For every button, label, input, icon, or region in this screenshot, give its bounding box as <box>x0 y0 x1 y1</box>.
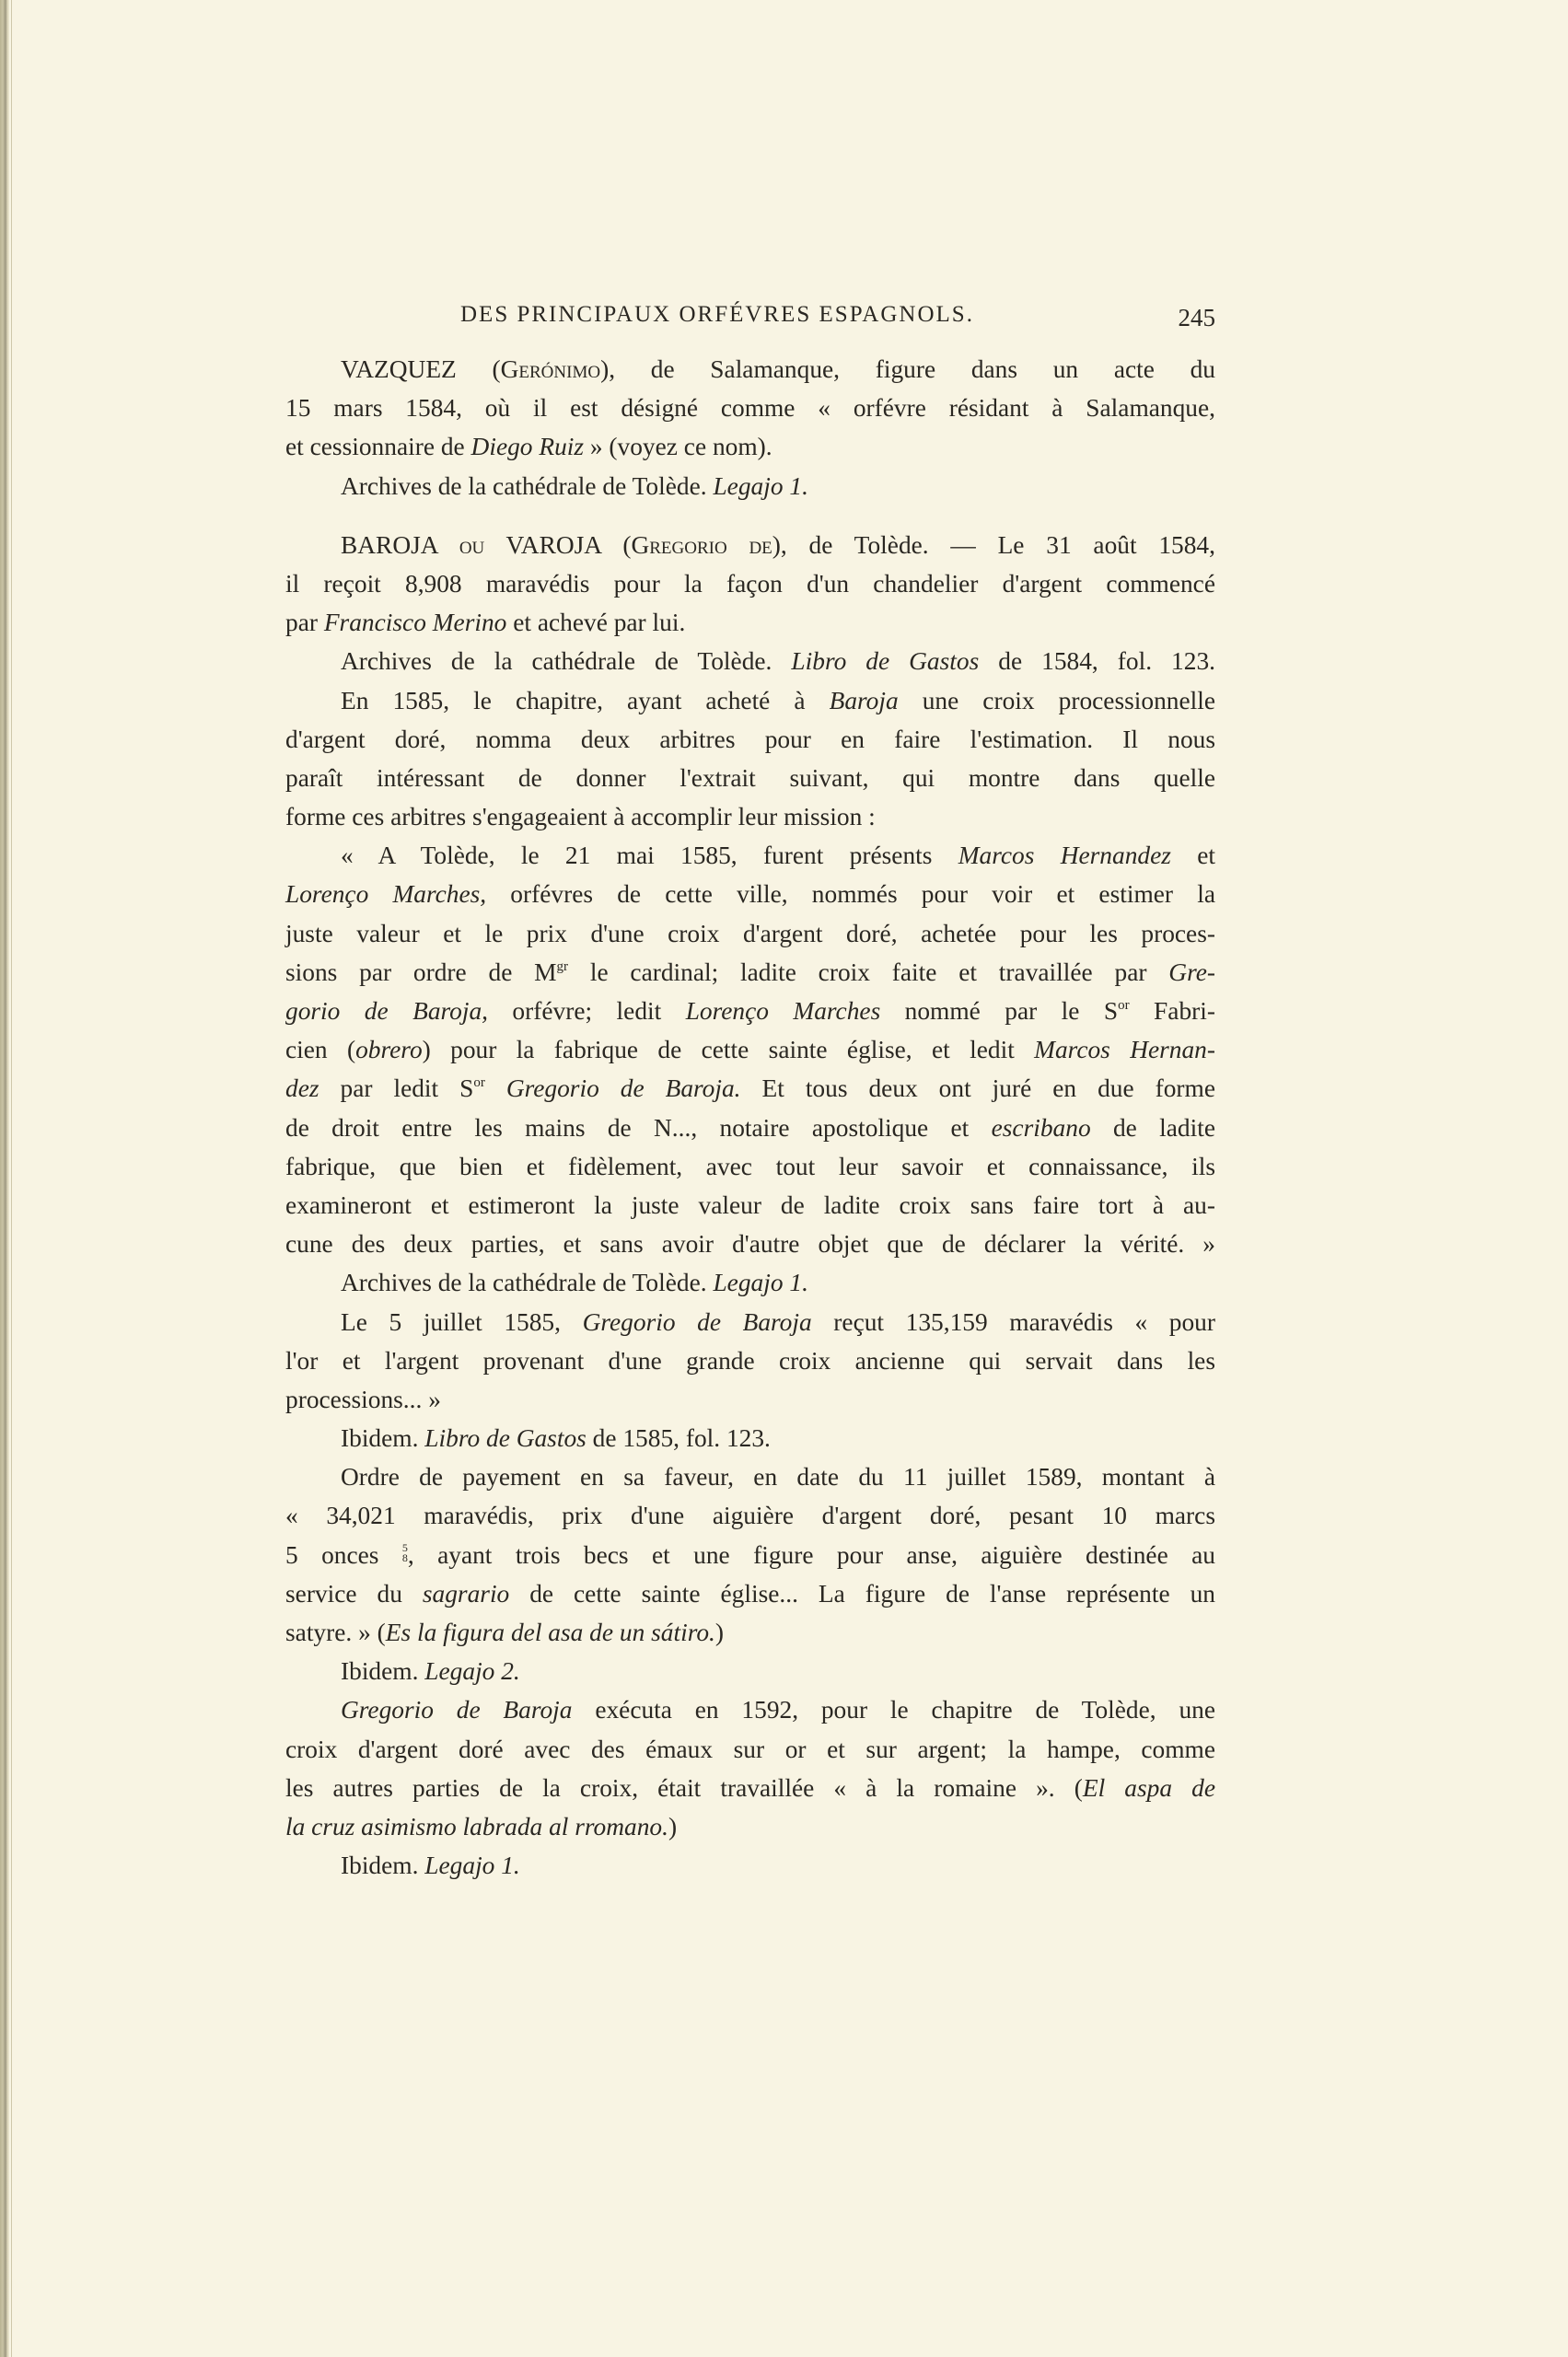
text-span: par ledit S <box>319 1074 474 1103</box>
fraction-numerator: 5 <box>401 1540 408 1554</box>
text-span: » (voyez ce nom). <box>584 433 772 461</box>
italic-quote: El aspa de <box>1082 1773 1215 1802</box>
text-line: cune des deux parties, et sans avoir d'autre objet que de déclarer la vérité. » <box>285 1230 1215 1259</box>
text-span: les autres parties de la croix, était travaillée « à la romaine ». ( <box>285 1773 1083 1802</box>
text-line: il reçoit 8,908 maravédis pour la façon d'un chandelier d'argent commencé <box>285 569 1215 598</box>
text-span: exécuta en 1592, pour le chapitre de Tolède, une <box>572 1696 1215 1724</box>
text-line <box>285 681 1215 720</box>
italic-name: Francisco Merino <box>323 609 507 637</box>
text-line <box>285 1030 1215 1069</box>
text-line <box>285 992 1215 1030</box>
text-line <box>285 1613 1215 1652</box>
text-line <box>285 1109 1215 1147</box>
text-line <box>285 1690 1215 1729</box>
text-span: Ibidem. <box>341 1657 425 1686</box>
entry-vazquez <box>285 350 1215 505</box>
text-span: Archives de la cathédrale de Tolède. <box>341 647 792 676</box>
text-line: VAZQUEZ (Gerónimo), de Salamanque, figure dans un acte du <box>341 355 1215 383</box>
text-span: de 1584, fol. 123. <box>979 647 1215 676</box>
text-span: et cessionnaire de <box>285 433 471 461</box>
text-span: 5 onces <box>285 1540 402 1569</box>
italic-name: Marcos Hernan- <box>1034 1036 1215 1064</box>
page-number: 245 <box>1178 304 1215 331</box>
text-span: ), de Salamanque, figure dans un acte du <box>600 355 1215 383</box>
superscript: or <box>1118 998 1130 1013</box>
text-line: Ordre de payement en sa faveur, en date du 11 juillet 1589, montant à <box>341 1463 1215 1492</box>
italic-name: Lorenço Marches <box>685 997 881 1025</box>
entry-baroja <box>285 526 1215 837</box>
page-binding-line <box>11 0 12 2357</box>
text-line <box>285 836 1215 875</box>
text-span: Le 5 juillet 1585, <box>341 1307 583 1336</box>
text-line <box>285 1807 1215 1846</box>
italic-reference: Legajo 1. <box>713 471 808 500</box>
text-span: et <box>1170 842 1215 870</box>
text-span: de droit entre les mains de N..., notaire apostolique et <box>285 1113 992 1142</box>
text-span: ) <box>668 1812 678 1840</box>
entry-name: BAROJA <box>341 530 459 559</box>
italic-term: sagrario <box>422 1579 510 1608</box>
superscript: gr <box>556 958 569 974</box>
italic-reference: Legajo 1. <box>424 1852 520 1880</box>
italic-name: dez <box>285 1074 319 1103</box>
text-span: par <box>285 609 324 637</box>
text-line: examineront et estimeront la juste valeur de ladite croix sans faire tort à au- <box>285 1190 1215 1219</box>
text-line: « 34,021 maravédis, prix d'une aiguière d'argent doré, pesant 10 marcs <box>285 1502 1215 1530</box>
text-span: nommé par le S <box>880 997 1119 1025</box>
text-line <box>285 603 1215 642</box>
superscript: or <box>473 1075 485 1091</box>
italic-quote: la cruz asimismo labrada al rromano. <box>285 1812 668 1840</box>
text-line <box>285 953 1215 992</box>
italic-name: Diego Ruiz <box>470 433 585 461</box>
text-line <box>285 427 1215 466</box>
text-span: En 1585, le chapitre, ayant acheté à <box>341 686 830 714</box>
italic-name: Gregorio de Baroja <box>341 1696 573 1724</box>
text-span: Ibidem. <box>341 1852 425 1880</box>
source-citation <box>285 467 1215 505</box>
text-line: fabrique, que bien et fidèlement, avec tout leur savoir et connaissance, ils <box>285 1152 1215 1180</box>
italic-quote: Es la figura del asa de un sátiro. <box>385 1619 715 1646</box>
italic-term: escribano <box>991 1113 1091 1142</box>
source-citation <box>285 642 1215 680</box>
payment-1585 <box>285 1303 1215 1458</box>
text-span: de 1585, fol. 123. <box>586 1424 771 1453</box>
text-line <box>285 1069 1215 1108</box>
text-line <box>285 875 1215 913</box>
text-span: le cardinal; ladite croix faite et travaillée par <box>568 958 1169 986</box>
text-span: service du <box>285 1579 423 1608</box>
source-citation <box>285 1846 1215 1885</box>
italic-reference: Legajo 2. <box>424 1657 520 1686</box>
text-line: 15 mars 1584, où il est désigné comme « orfévre résidant à Salamanque, <box>285 394 1215 423</box>
text-span: Fabri- <box>1129 997 1216 1025</box>
italic-name: Lorenço Marches, <box>285 880 487 909</box>
italic-name: Gre- <box>1168 958 1215 986</box>
cross-1592 <box>285 1690 1215 1885</box>
entry-separator <box>285 505 1215 526</box>
entry-name: VAZQUEZ <box>341 355 457 383</box>
text-span: Et tous deux ont juré en due forme <box>740 1074 1215 1103</box>
running-head <box>285 302 1215 330</box>
source-citation <box>285 1419 1215 1457</box>
text-span: de cette sainte église... La figure de l'anse représente un <box>509 1579 1215 1608</box>
italic-reference: Libro de Gastos <box>791 647 980 676</box>
text-span: satyre. » ( <box>285 1619 386 1646</box>
text-line <box>285 526 1215 564</box>
text-span: Archives de la cathédrale de Tolède. <box>341 471 714 500</box>
italic-name: gorio de Baroja, <box>285 997 488 1025</box>
text-line <box>285 1769 1215 1807</box>
text-span: Archives de la cathédrale de Tolède. <box>341 1269 714 1297</box>
quoted-extract <box>285 836 1215 1302</box>
source-citation <box>285 1652 1215 1690</box>
text-line: processions... » <box>285 1385 441 1413</box>
text-span: ), de Tolède. — Le 31 août 1584, <box>772 530 1215 559</box>
text-span: orfévres de cette ville, nommés pour voir et estimer la <box>486 880 1215 909</box>
entry-first-name: Gregorio de <box>631 530 772 559</box>
text-line: d'argent doré, nomma deux arbitres pour en faire l'estimation. Il nous <box>285 725 1215 753</box>
italic-reference: Legajo 1. <box>713 1269 808 1297</box>
text-span: cien ( <box>285 1036 356 1064</box>
text-line: paraît intéressant de donner l'extrait suivant, qui montre dans quelle <box>285 763 1215 792</box>
text-span: sions par ordre de M <box>285 958 557 986</box>
italic-term: obrero <box>355 1036 423 1064</box>
text-span: de ladite <box>1090 1113 1215 1142</box>
italic-name: Baroja <box>829 686 899 714</box>
text-span: une croix processionnelle <box>898 686 1216 714</box>
entry-first-name: Gerónimo <box>500 355 601 383</box>
text-span: et achevé par lui. <box>506 609 686 637</box>
text-span: ) <box>714 1619 725 1646</box>
source-citation <box>285 1263 1215 1302</box>
page-binding-edge <box>0 0 9 2357</box>
text-line <box>285 1303 1215 1341</box>
page-body <box>285 350 1215 1885</box>
running-title: DES PRINCIPAUX ORFÉVRES ESPAGNOLS. <box>460 302 974 327</box>
text-span: « A Tolède, le 21 mai 1585, furent présents <box>341 842 958 870</box>
italic-name: Gregorio de Baroja. <box>484 1074 741 1103</box>
text-line <box>285 1574 1215 1613</box>
text-line: l'or et l'argent provenant d'une grande croix ancienne qui servait dans les <box>285 1346 1215 1375</box>
text-line <box>285 1536 1215 1574</box>
text-span: reçut 135,159 maravédis « pour <box>811 1307 1215 1336</box>
text-span: ) pour la fabrique de cette sainte église, et ledit <box>422 1036 1035 1064</box>
payment-1589 <box>285 1457 1215 1690</box>
entry-name-alt: VAROJA ( <box>484 530 632 559</box>
italic-name: Marcos Hernandez <box>958 842 1171 870</box>
italic-reference: Libro de Gastos <box>424 1424 587 1453</box>
text-line: croix d'argent doré avec des émaux sur or et sur argent; la hampe, comme <box>285 1735 1215 1763</box>
fraction-denominator: 8 <box>401 1550 408 1564</box>
text-span: , ayant trois becs et une figure pour anse, aiguière destinée au <box>407 1540 1215 1569</box>
text-line: juste valeur et le prix d'une croix d'argent doré, achetée pour les proces- <box>285 919 1215 947</box>
text-line: forme ces arbitres s'engageaient à accomplir leur mission : <box>285 803 876 831</box>
text-span: orfévre; ledit <box>488 997 686 1025</box>
text-span: Ibidem. <box>341 1424 425 1453</box>
text-span: ou <box>459 530 485 559</box>
italic-name: Gregorio de Baroja <box>582 1307 812 1336</box>
